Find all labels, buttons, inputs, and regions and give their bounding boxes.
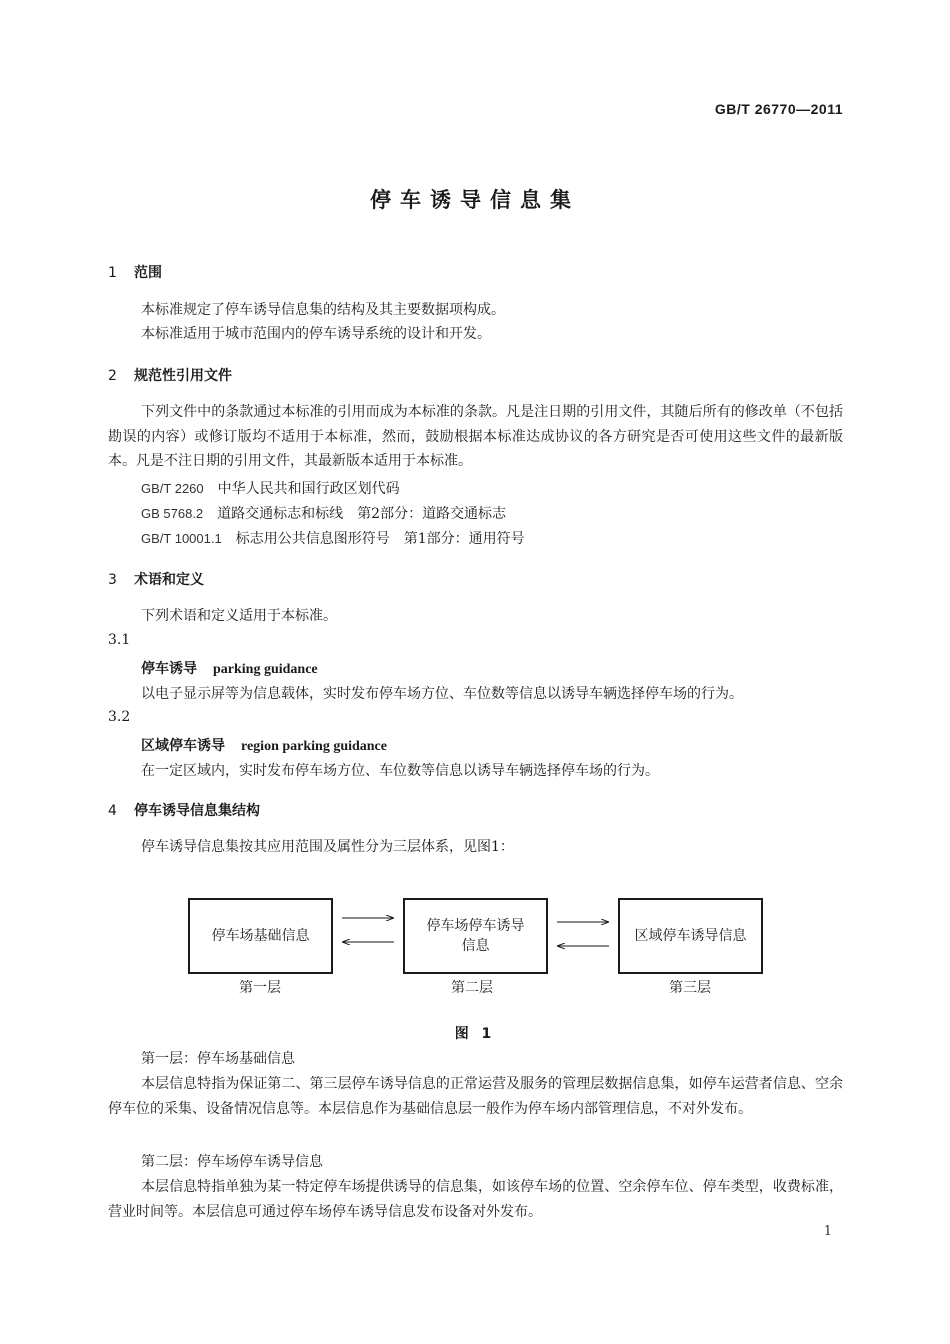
term-chinese: 停车诱导: [141, 661, 197, 677]
section-number: 4: [108, 803, 117, 819]
section-title: 规范性引用文件: [134, 368, 232, 384]
section-number: 2: [108, 368, 117, 384]
layer-1-label: 第一层: [239, 980, 281, 996]
layer-1-description: 本层信息特指为保证第二、第三层停车诱导信息的正常运营及服务的管理层数据信息集，如停车运营者信息、空余停车位的采集、设备情况信息等。本层信息作为基础信息层一般作为停车场内部管理信息，不对外发布。: [108, 1076, 843, 1117]
section-2-paragraph-1: 下列文件中的条款通过本标准的引用而成为本标准的条款。凡是注日期的引用文件，其随后所有的修改单（不包括勘误的内容）或修订版均不适用于本标准，然而，鼓励根据本标准达成协议的各方研究是否可使用这些文件的最新版本。凡是不注日期的引用文件，其最新版本适用于本标准。: [108, 404, 843, 469]
section-1-paragraph-2: 本标准适用于城市范围内的停车诱导系统的设计和开发。: [141, 326, 491, 342]
reference-code: GB 5768.2: [141, 506, 204, 521]
reference-title: 中华人民共和国行政区划代码: [217, 481, 400, 497]
reference-code: GB/T 10001.1: [141, 531, 222, 546]
term-number: 3.2: [108, 709, 131, 725]
layer-3-label: 第三层: [669, 980, 711, 996]
layer-1-box-label: 停车场基础信息: [211, 928, 310, 944]
section-title: 范围: [134, 265, 162, 281]
layer-2-box-label: 停车场停车诱导信息: [426, 918, 525, 954]
section-1-paragraph-1: 本标准规定了停车诱导信息集的结构及其主要数据项构成。: [141, 302, 505, 318]
section-title: 术语和定义: [134, 572, 204, 588]
term-definition: 以电子显示屏等为信息载体，实时发布停车场方位、车位数等信息以诱导车辆选择停车场的行为。: [141, 686, 743, 702]
section-title: 停车诱导信息集结构: [134, 803, 260, 819]
section-number: 1: [108, 265, 117, 281]
section-number: 3: [108, 572, 117, 588]
page-number: 1: [823, 1224, 832, 1239]
term-definition: 在一定区域内，实时发布停车场方位、车位数等信息以诱导车辆选择停车场的行为。: [141, 763, 659, 779]
section-3-paragraph-1: 下列术语和定义适用于本标准。: [141, 608, 337, 624]
layer-1-title: 第一层：停车场基础信息: [141, 1051, 295, 1067]
layer-2-label: 第二层: [451, 980, 493, 996]
term-english: parking guidance: [213, 662, 318, 677]
figure-caption: 图 1: [454, 1026, 496, 1042]
layer-2-title: 第二层：停车场停车诱导信息: [141, 1154, 323, 1170]
document-title: 停车诱导信息集: [370, 188, 580, 212]
reference-title: 标志用公共信息图形符号 第1部分：通用符号: [235, 531, 525, 547]
term-number: 3.1: [108, 632, 131, 648]
reference-code: GB/T 2260: [141, 481, 204, 496]
layer-2-description: 本层信息特指单独为某一特定停车场提供诱导的信息集，如该停车场的位置、空余停车位、停车类型，收费标准，营业时间等。本层信息可通过停车场停车诱导信息发布设备对外发布。: [108, 1179, 843, 1220]
term-chinese: 区域停车诱导: [141, 738, 225, 754]
standard-code: GB/T 26770—2011: [714, 101, 843, 117]
section-4-paragraph-1: 停车诱导信息集按其应用范围及属性分为三层体系，见图1：: [141, 839, 514, 855]
reference-title: 道路交通标志和标线 第2部分：道路交通标志: [217, 506, 507, 522]
term-english: region parking guidance: [241, 739, 387, 754]
layer-3-box-label: 区域停车诱导信息: [634, 928, 747, 944]
